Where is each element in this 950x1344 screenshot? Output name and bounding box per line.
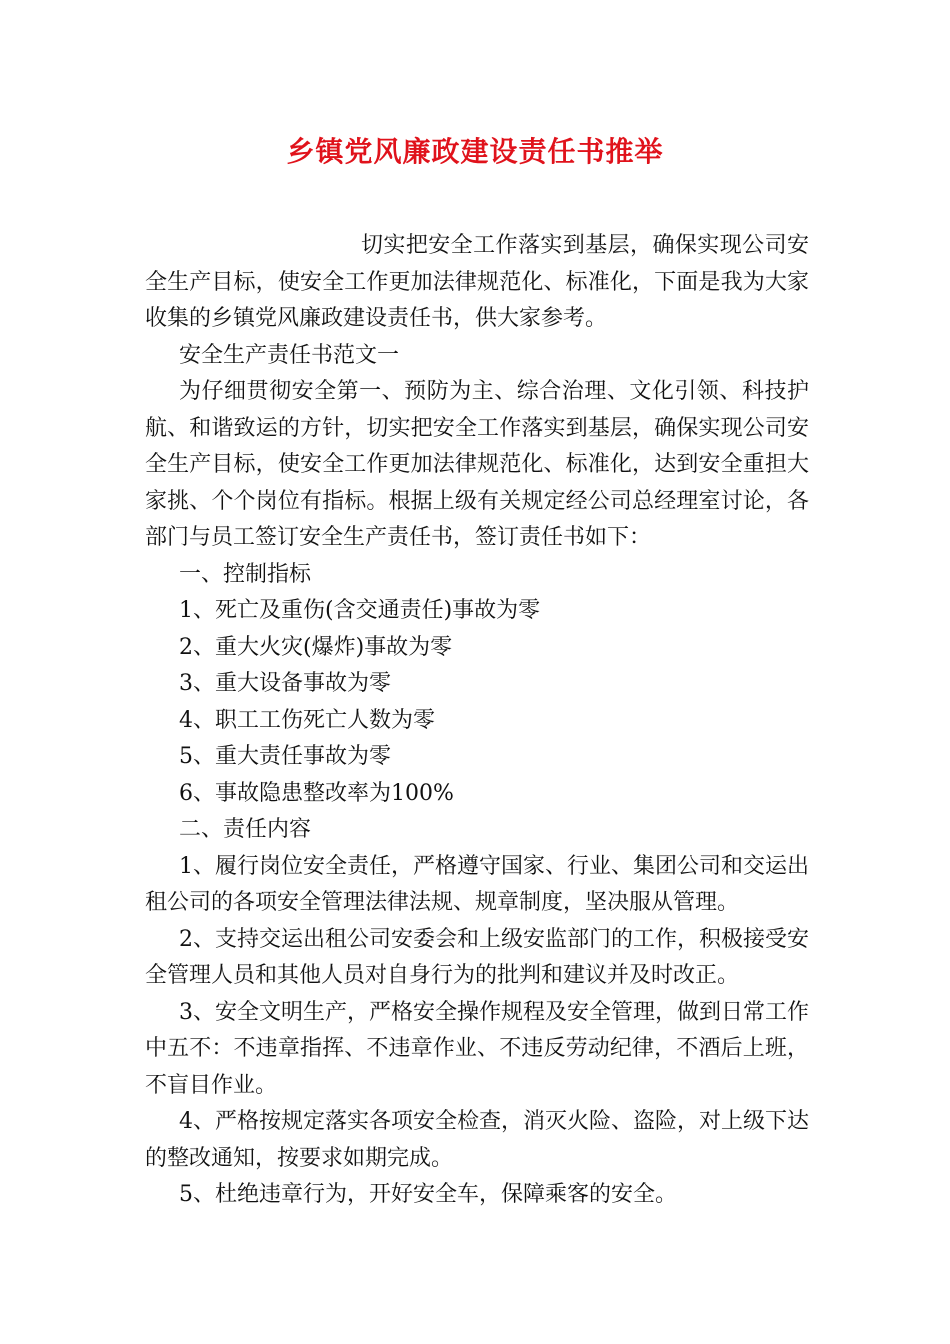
list-item: 1、死亡及重伤(含交通责任)事故为零 [179,598,541,623]
intro-paragraph: 切实把安全工作落实到基层，确保实现公司安全生产目标，使安全工作更加法律规范化、标准化，下面是我为大家收集的乡镇党风廉政建设责任书，供大家参考。 [145,233,809,331]
list-item: 5、重大责任事故为零 [179,744,391,769]
list-item: 3、重大设备事故为零 [179,671,391,696]
list-item: 3、安全文明生产，严格安全操作规程及安全管理，做到日常工作中五不：不违章指挥、不违章作业、不违反劳动纪律，不酒后上班，不盲目作业。 [145,999,809,1098]
section-heading-responsibilities: 二、责任内容 [179,817,312,842]
list-item: 2、重大火灾(爆炸)事故为零 [179,634,453,660]
list-item: 4、严格按规定落实各项安全检查，消灭火险、盗险，对上级下达的整改通知，按要求如期完成。 [145,1109,809,1171]
list-item: 2、支持交运出租公司安委会和上级安监部门的工作，积极接受安全管理人员和其他人员对自身行为的批判和建议并及时改正。 [145,926,809,988]
list-item: 5、杜绝违章行为，开好安全车，保障乘客的安全。 [179,1182,677,1207]
document-title: 乡镇党风廉政建设责任书推举 [286,135,664,168]
list-item: 6、事故隐患整改率为100% [179,780,454,806]
section-heading-control-targets: 一、控制指标 [179,561,312,587]
section-heading-sample: 安全生产责任书范文一 [179,342,400,368]
preamble-paragraph: 为仔细贯彻安全第一、预防为主、综合治理、文化引领、科技护航、和谐致运的方针，切实把安全工作落实到基层，确保实现公司安全生产目标，使安全工作更加法律规范化、标准化，达到安全重担大家挑、个个岗位有指标。根据上级有关规定经公司总经理室讨论，各部门与员工签订安全生产责任书，签订责任书如下： [145,379,809,550]
list-item: 4、职工工伤死亡人数为零 [179,707,435,733]
list-item: 1、履行岗位安全责任，严格遵守国家、行业、集团公司和交运出租公司的各项安全管理法律法规、规章制度，坚决服从管理。 [145,853,809,915]
document-body [145,228,809,1214]
